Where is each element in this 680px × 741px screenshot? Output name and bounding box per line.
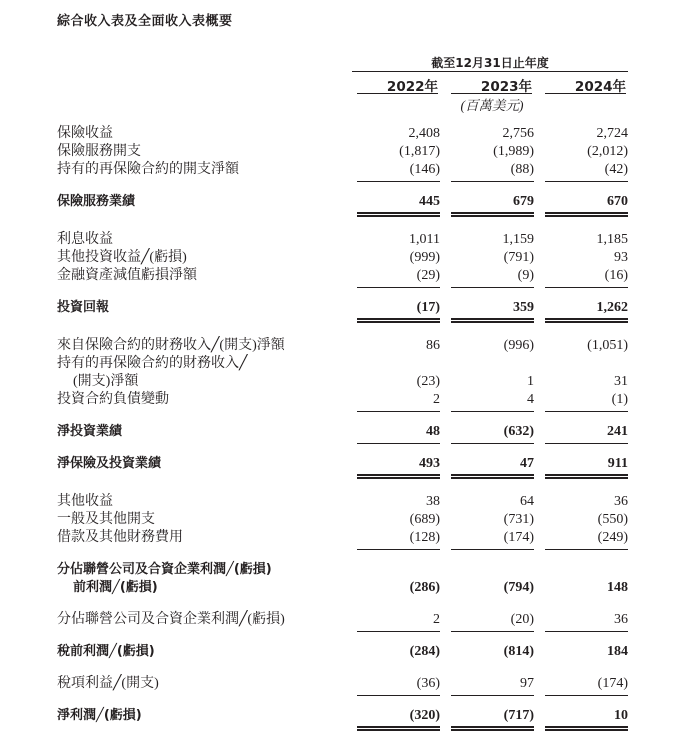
- row-label: 借款及其他財務費用: [57, 530, 183, 545]
- cell-2024: 148: [607, 580, 628, 595]
- cell-2024: (550): [597, 512, 628, 527]
- subtotal-rule: [545, 411, 628, 412]
- row-label: 投資回報: [57, 300, 110, 315]
- total-double-rule: [545, 212, 628, 217]
- subtotal-rule: [545, 549, 628, 550]
- cell-2022: (286): [409, 580, 440, 595]
- table-row-total: [0, 422, 680, 442]
- cell-2023: (794): [503, 580, 534, 595]
- subtotal-rule: [451, 411, 534, 412]
- row-label: 其他收益: [57, 494, 113, 509]
- year-underline: [545, 93, 626, 94]
- cell-2023: 1: [527, 374, 534, 389]
- row-label: 分佔聯營公司及合資企業利潤╱(虧損): [57, 562, 272, 577]
- row-label-continued: (開支)淨額: [73, 374, 139, 389]
- row-label: 利息收益: [57, 232, 113, 247]
- row-label-continued: 前利潤╱(虧損): [73, 580, 158, 595]
- subtotal-rule: [451, 181, 534, 182]
- cell-2024: 93: [614, 250, 628, 265]
- subtotal-rule: [545, 443, 628, 444]
- table-row: [0, 390, 680, 410]
- cell-2023: 47: [520, 456, 534, 471]
- table-title: 綜合收入表及全面收入表概要: [57, 14, 233, 29]
- cell-2024: 184: [607, 644, 628, 659]
- row-label: 來自保險合約的財務收入╱(開支)淨額: [57, 338, 285, 353]
- subtotal-rule: [357, 181, 440, 182]
- period-header: 截至12月31日止年度: [431, 56, 549, 70]
- cell-2023: 1,159: [502, 232, 534, 247]
- subtotal-rule: [545, 287, 628, 288]
- cell-2023: (791): [503, 250, 534, 265]
- table-row: [0, 248, 680, 268]
- cell-2024: 670: [607, 194, 628, 209]
- cell-2022: 2: [433, 612, 440, 627]
- period-underline: [352, 71, 628, 72]
- cell-2022: 445: [419, 194, 440, 209]
- cell-2023: 679: [513, 194, 534, 209]
- cell-2023: 97: [520, 676, 534, 691]
- subtotal-rule: [451, 443, 534, 444]
- total-double-rule: [545, 474, 628, 479]
- cell-2023: 4: [527, 392, 534, 407]
- cell-2023: (731): [503, 512, 534, 527]
- row-label: 淨投資業績: [57, 424, 123, 439]
- table-row-total: [0, 642, 680, 662]
- cell-2023: (1,989): [493, 144, 534, 159]
- total-double-rule: [451, 726, 534, 731]
- cell-2024: (2,012): [587, 144, 628, 159]
- cell-2023: 2,756: [502, 126, 534, 141]
- cell-2024: (1): [611, 392, 628, 407]
- total-double-rule: [451, 212, 534, 217]
- table-row-total: [0, 706, 680, 726]
- subtotal-rule: [451, 695, 534, 696]
- row-label: 投資合約負債變動: [57, 392, 169, 407]
- table-row: [0, 528, 680, 548]
- cell-2022: (23): [416, 374, 440, 389]
- table-row: [0, 230, 680, 250]
- total-double-rule: [357, 726, 440, 731]
- cell-2022: 1,011: [409, 232, 440, 247]
- cell-2023: (174): [503, 530, 534, 545]
- cell-2023: (20): [510, 612, 534, 627]
- row-label: 保險服務開支: [57, 144, 141, 159]
- row-label: 淨保險及投資業績: [57, 456, 162, 471]
- cell-2022: (999): [409, 250, 440, 265]
- cell-2023: 359: [513, 300, 534, 315]
- table-row: [0, 492, 680, 512]
- table-row-total: [0, 298, 680, 318]
- row-label: 淨利潤╱(虧損): [57, 708, 142, 723]
- cell-2023: (632): [503, 424, 534, 439]
- cell-2022: (1,817): [399, 144, 440, 159]
- cell-2024: 10: [614, 708, 628, 723]
- cell-2022: (284): [409, 644, 440, 659]
- row-label: 稅前利潤╱(虧損): [57, 644, 155, 659]
- table-row: [0, 124, 680, 144]
- year-header-2022: 2022年: [386, 79, 438, 95]
- cell-2023: (814): [503, 644, 534, 659]
- year-underline: [357, 93, 438, 94]
- subtotal-rule: [545, 695, 628, 696]
- cell-2022: (689): [409, 512, 440, 527]
- cell-2023: (717): [503, 708, 534, 723]
- total-double-rule: [545, 318, 628, 323]
- table-row: [0, 610, 680, 630]
- cell-2024: (174): [597, 676, 628, 691]
- row-label: 金融資產減值虧損淨額: [57, 268, 197, 283]
- row-label: 一般及其他開支: [57, 512, 155, 527]
- table-row-total: [0, 454, 680, 474]
- year-header-2023: 2023年: [480, 79, 532, 95]
- row-label: 分佔聯營公司及合資企業利潤╱(虧損): [57, 612, 285, 627]
- cell-2024: 1,185: [596, 232, 628, 247]
- total-double-rule: [545, 726, 628, 731]
- subtotal-rule: [357, 695, 440, 696]
- row-label: 稅項利益╱(開支): [57, 676, 159, 691]
- table-row: [0, 354, 680, 374]
- unit-label: (百萬美元): [460, 98, 524, 113]
- subtotal-rule: [545, 181, 628, 182]
- cell-2024: 1,262: [596, 300, 628, 315]
- cell-2024: (249): [597, 530, 628, 545]
- cell-2023: 64: [520, 494, 534, 509]
- cell-2023: (996): [503, 338, 534, 353]
- cell-2022: (146): [409, 162, 440, 177]
- subtotal-rule: [357, 411, 440, 412]
- cell-2022: 2: [433, 392, 440, 407]
- total-double-rule: [357, 474, 440, 479]
- total-double-rule: [451, 318, 534, 323]
- table-row: [0, 510, 680, 530]
- subtotal-rule: [357, 631, 440, 632]
- subtotal-rule: [451, 287, 534, 288]
- row-label: 其他投資收益╱(虧損): [57, 250, 187, 265]
- cell-2022: 493: [419, 456, 440, 471]
- cell-2024: (1,051): [587, 338, 628, 353]
- cell-2022: (36): [416, 676, 440, 691]
- table-row: [0, 142, 680, 162]
- table-row: [0, 160, 680, 180]
- cell-2024: 241: [607, 424, 628, 439]
- row-label: 持有的再保險合約的開支淨額: [57, 162, 239, 177]
- subtotal-rule: [451, 631, 534, 632]
- cell-2022: 2,408: [408, 126, 440, 141]
- total-double-rule: [451, 474, 534, 479]
- cell-2024: 36: [614, 494, 628, 509]
- subtotal-rule: [545, 631, 628, 632]
- cell-2023: (9): [517, 268, 534, 283]
- cell-2024: 911: [607, 456, 628, 471]
- total-double-rule: [357, 318, 440, 323]
- cell-2022: 86: [426, 338, 440, 353]
- cell-2024: (16): [604, 268, 628, 283]
- table-row-total: [0, 192, 680, 212]
- table-row: [0, 372, 680, 392]
- cell-2024: 2,724: [596, 126, 628, 141]
- table-row-total: [0, 578, 680, 598]
- cell-2024: (42): [604, 162, 628, 177]
- cell-2024: 31: [614, 374, 628, 389]
- subtotal-rule: [357, 287, 440, 288]
- row-label: 保險收益: [57, 126, 113, 141]
- table-row: [0, 266, 680, 286]
- total-double-rule: [357, 212, 440, 217]
- row-label: 持有的再保險合約的財務收入╱: [57, 356, 248, 371]
- table-row: [0, 674, 680, 694]
- subtotal-rule: [451, 549, 534, 550]
- cell-2024: 36: [614, 612, 628, 627]
- subtotal-rule: [357, 443, 440, 444]
- cell-2022: (320): [409, 708, 440, 723]
- cell-2022: 38: [426, 494, 440, 509]
- cell-2023: (88): [510, 162, 534, 177]
- cell-2022: (17): [416, 300, 440, 315]
- cell-2022: (128): [409, 530, 440, 545]
- table-row: [0, 336, 680, 356]
- subtotal-rule: [357, 549, 440, 550]
- cell-2022: (29): [416, 268, 440, 283]
- cell-2022: 48: [426, 424, 440, 439]
- row-label: 保險服務業績: [57, 194, 136, 209]
- table-row-total: [0, 560, 680, 580]
- year-header-2024: 2024年: [574, 79, 626, 95]
